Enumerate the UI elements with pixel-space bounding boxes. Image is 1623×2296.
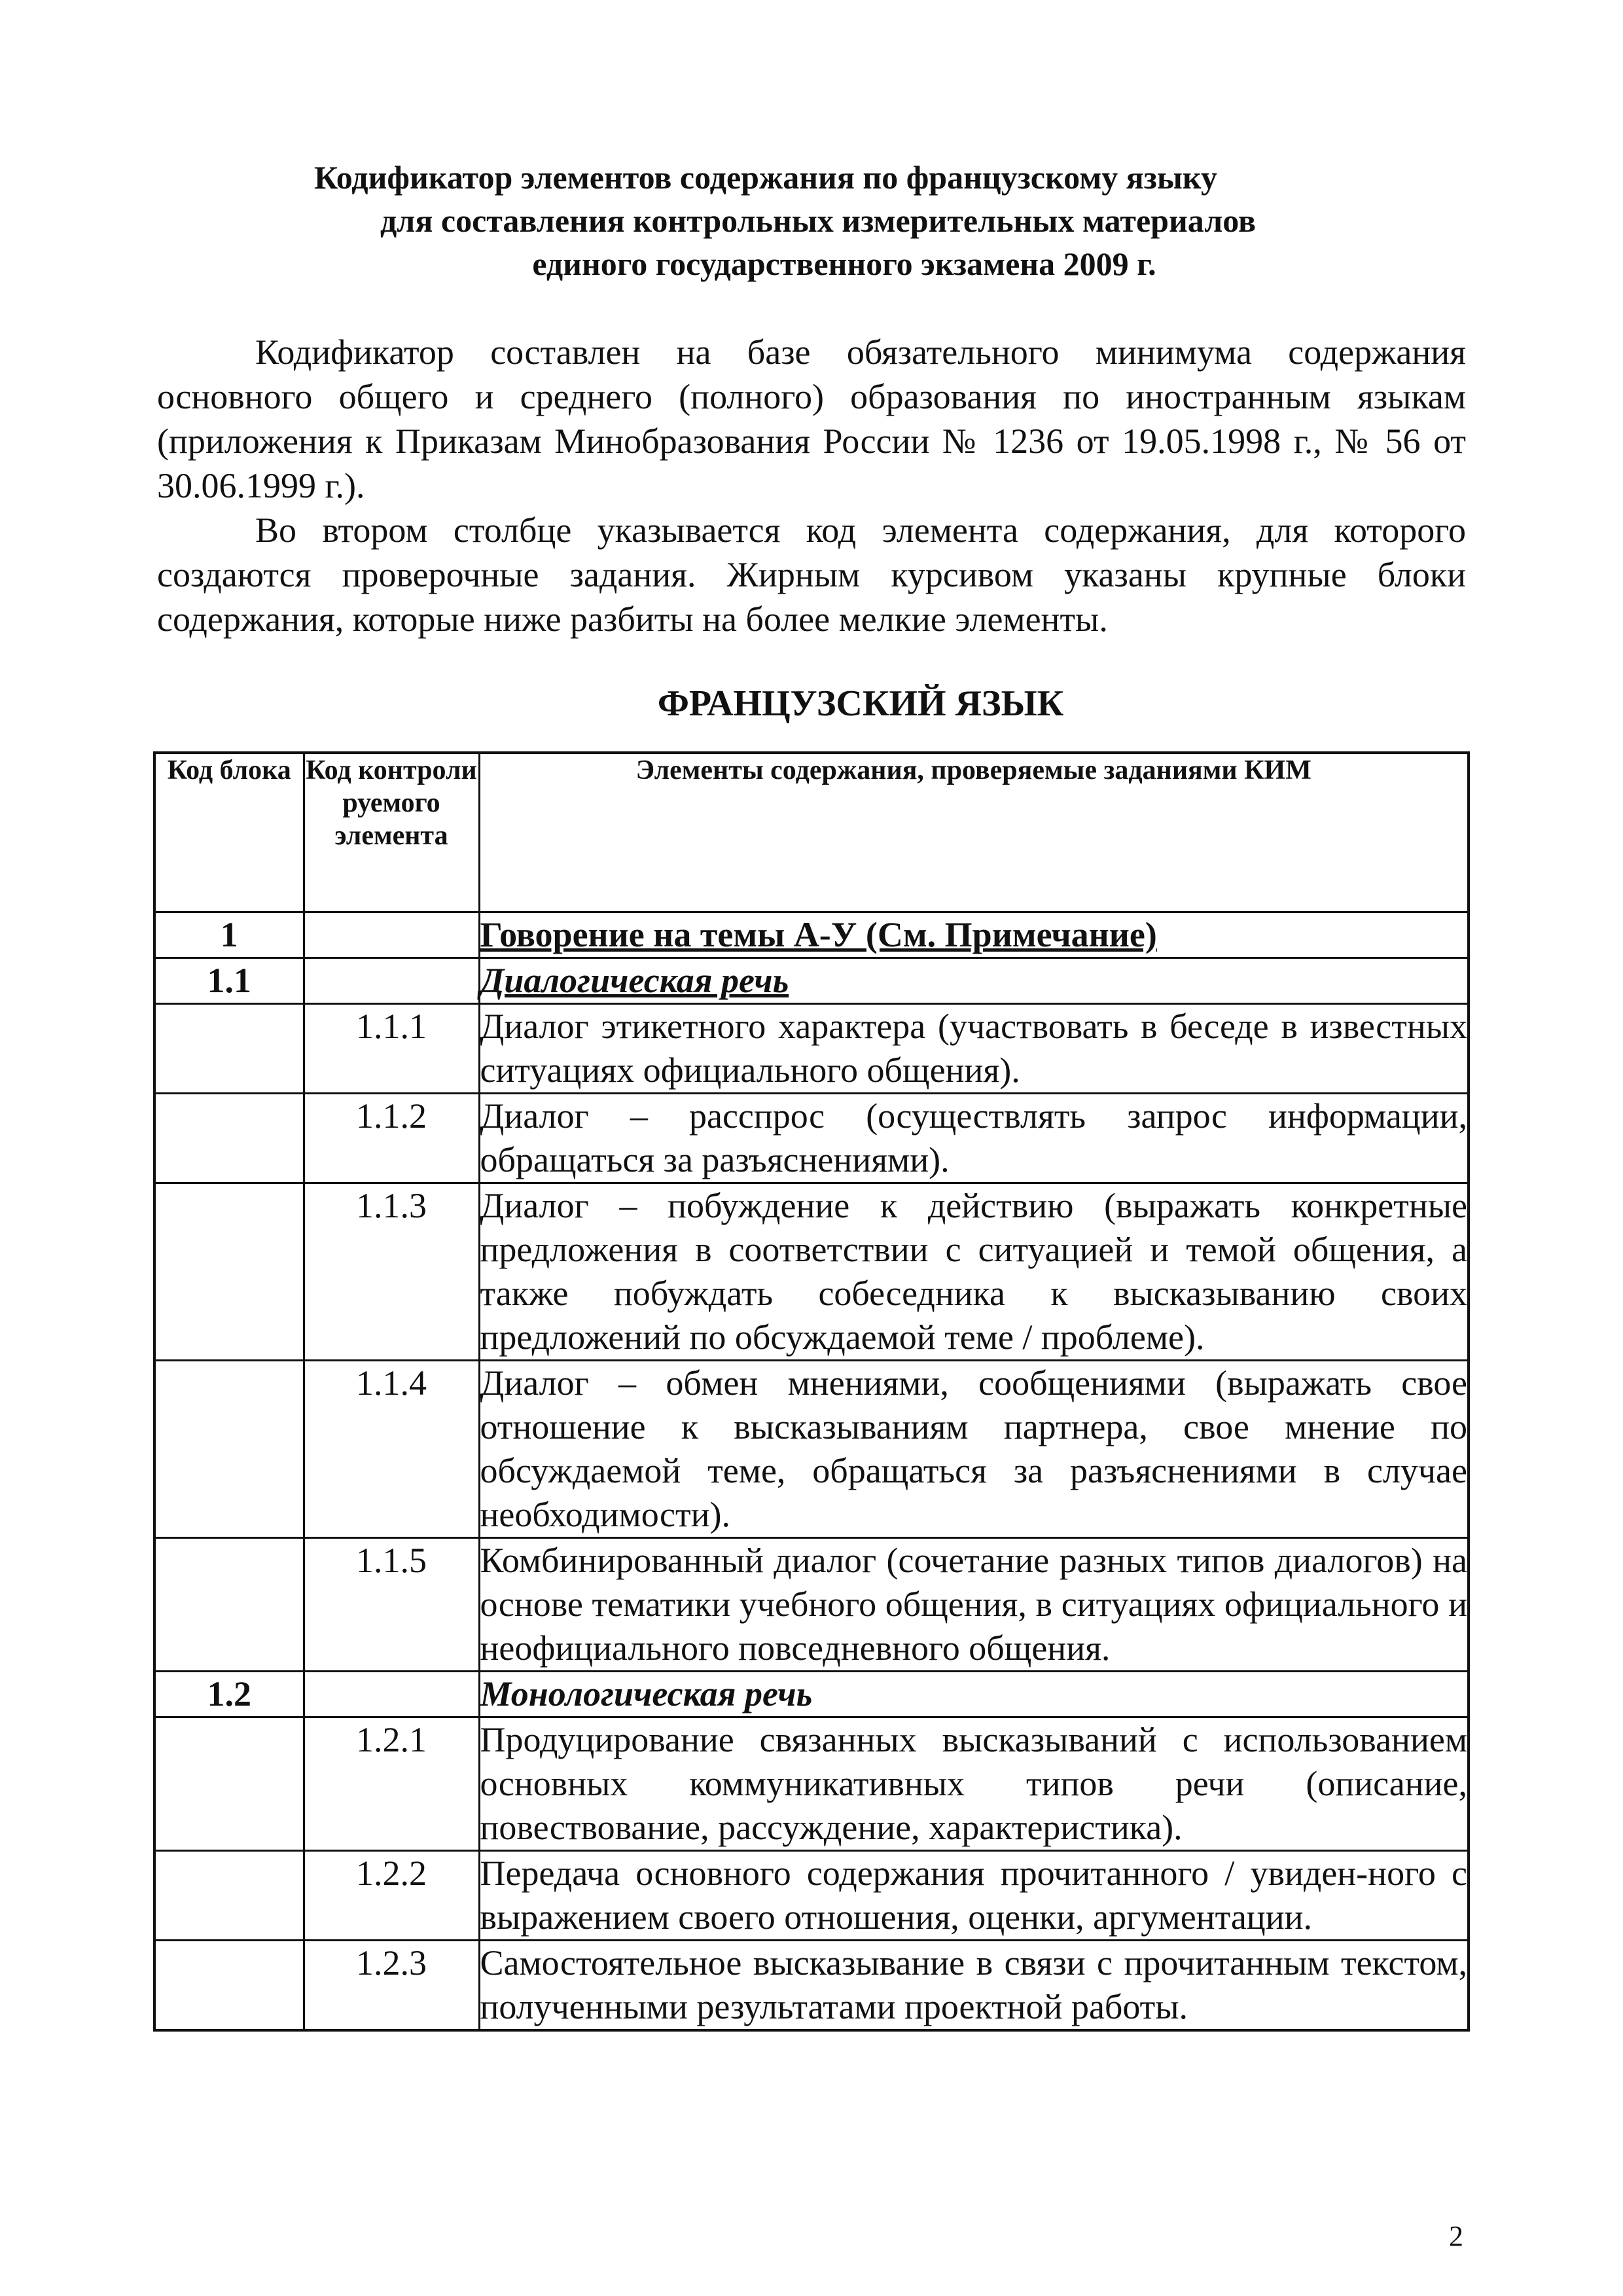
content-text: Передача основного содержания прочитанного / увиден-ного с выражением своего отношения, оценки, аргументации. — [479, 1851, 1469, 1941]
content-text: Продуцирование связанных высказываний с использованием основных коммуникативных типов речи (описание, повествование, рассуждение, характеристика). — [479, 1717, 1469, 1851]
block-code: 1.1 — [154, 958, 304, 1004]
element-code — [304, 958, 479, 1004]
table-row — [154, 1941, 1469, 2031]
table-row — [154, 1004, 1469, 1094]
section-title: ФРАНЦУЗСКИЙ ЯЗЫК — [657, 683, 1064, 724]
block-code — [154, 1941, 304, 2031]
header-block-code: Код блока — [154, 753, 304, 912]
element-code: 1.2.3 — [304, 1941, 479, 2031]
content-text: Комбинированный диалог (сочетание разных типов диалогов) на основе тематики учебного общения, в ситуациях официального и неофициального повседневного общения. — [479, 1538, 1469, 1672]
content-text: Диалог – побуждение к действию (выражать конкретные предложения в соответствии с ситуацией и темой общения, а также побуждать собеседника к высказыванию своих предложений по обсуждаемой теме / проблеме). — [479, 1183, 1469, 1361]
content-text: Монологическая речь — [479, 1672, 1469, 1717]
content-text: Диалогическая речь — [479, 958, 1469, 1004]
element-code: 1.1.4 — [304, 1361, 479, 1538]
table-row — [154, 912, 1469, 958]
codifier-table — [153, 751, 1470, 2032]
document-title — [157, 156, 1466, 285]
intro-paragraph-2: Во втором столбце указывается код элемента содержания, для которого создаются проверочные задания. Жирным курсивом указаны крупные блоки содержания, которые ниже разбиты на более мелкие элементы. — [157, 511, 1466, 639]
table-row — [154, 1717, 1469, 1851]
table-row — [154, 1183, 1469, 1361]
intro-paragraph-1: Кодификатор составлен на базе обязательного минимума содержания основного общего и среднего (полного) образования по иностранным языкам (приложения к Приказам Минобразования России № 1236 от 19.05.1998 г., № 56 от 30.06.1999 г.). — [157, 332, 1466, 505]
element-code — [304, 1672, 479, 1717]
title-line-3: единого государственного экзамена 2009 г. — [532, 245, 1156, 282]
block-code — [154, 1004, 304, 1094]
block-code — [154, 1851, 304, 1941]
block-code — [154, 1361, 304, 1538]
content-text: Самостоятельное высказывание в связи с прочитанным текстом, полученными результатами проектной работы. — [479, 1941, 1469, 2031]
content-text: Диалог – обмен мнениями, сообщениями (выражать свое отношение к высказываниям партнера, свое мнение по обсуждаемой теме, обращаться за разъяснениями в случае необходимости). — [479, 1361, 1469, 1538]
table-row — [154, 958, 1469, 1004]
table-row — [154, 1094, 1469, 1183]
block-code: 1 — [154, 912, 304, 958]
element-code: 1.1.5 — [304, 1538, 479, 1672]
intro-text — [157, 330, 1466, 641]
block-code — [154, 1538, 304, 1672]
block-code — [154, 1094, 304, 1183]
block-code: 1.2 — [154, 1672, 304, 1717]
element-code — [304, 912, 479, 958]
page-number: 2 — [1449, 2220, 1463, 2252]
content-text: Говорение на темы А-У (См. Примечание) — [479, 912, 1469, 958]
content-text: Диалог этикетного характера (участвовать в беседе в известных ситуациях официального общения). — [479, 1004, 1469, 1094]
element-code: 1.1.2 — [304, 1094, 479, 1183]
header-element-code: Код контроли руемого элемента — [304, 753, 479, 912]
title-line-1: Кодификатор элементов содержания по французскому языку — [313, 159, 1218, 196]
title-line-2: для составления контрольных измерительных материалов — [380, 202, 1256, 239]
element-code: 1.1.3 — [304, 1183, 479, 1361]
element-code: 1.2.2 — [304, 1851, 479, 1941]
table-row — [154, 1672, 1469, 1717]
content-text: Диалог – расспрос (осуществлять запрос информации, обращаться за разъяснениями). — [479, 1094, 1469, 1183]
element-code: 1.1.1 — [304, 1004, 479, 1094]
header-content: Элементы содержания, проверяемые заданиями КИМ — [479, 753, 1469, 912]
block-code — [154, 1717, 304, 1851]
element-code: 1.2.1 — [304, 1717, 479, 1851]
block-code — [154, 1183, 304, 1361]
table-row — [154, 1851, 1469, 1941]
table-row — [154, 1538, 1469, 1672]
table-header-row — [154, 753, 1469, 912]
table-row — [154, 1361, 1469, 1538]
